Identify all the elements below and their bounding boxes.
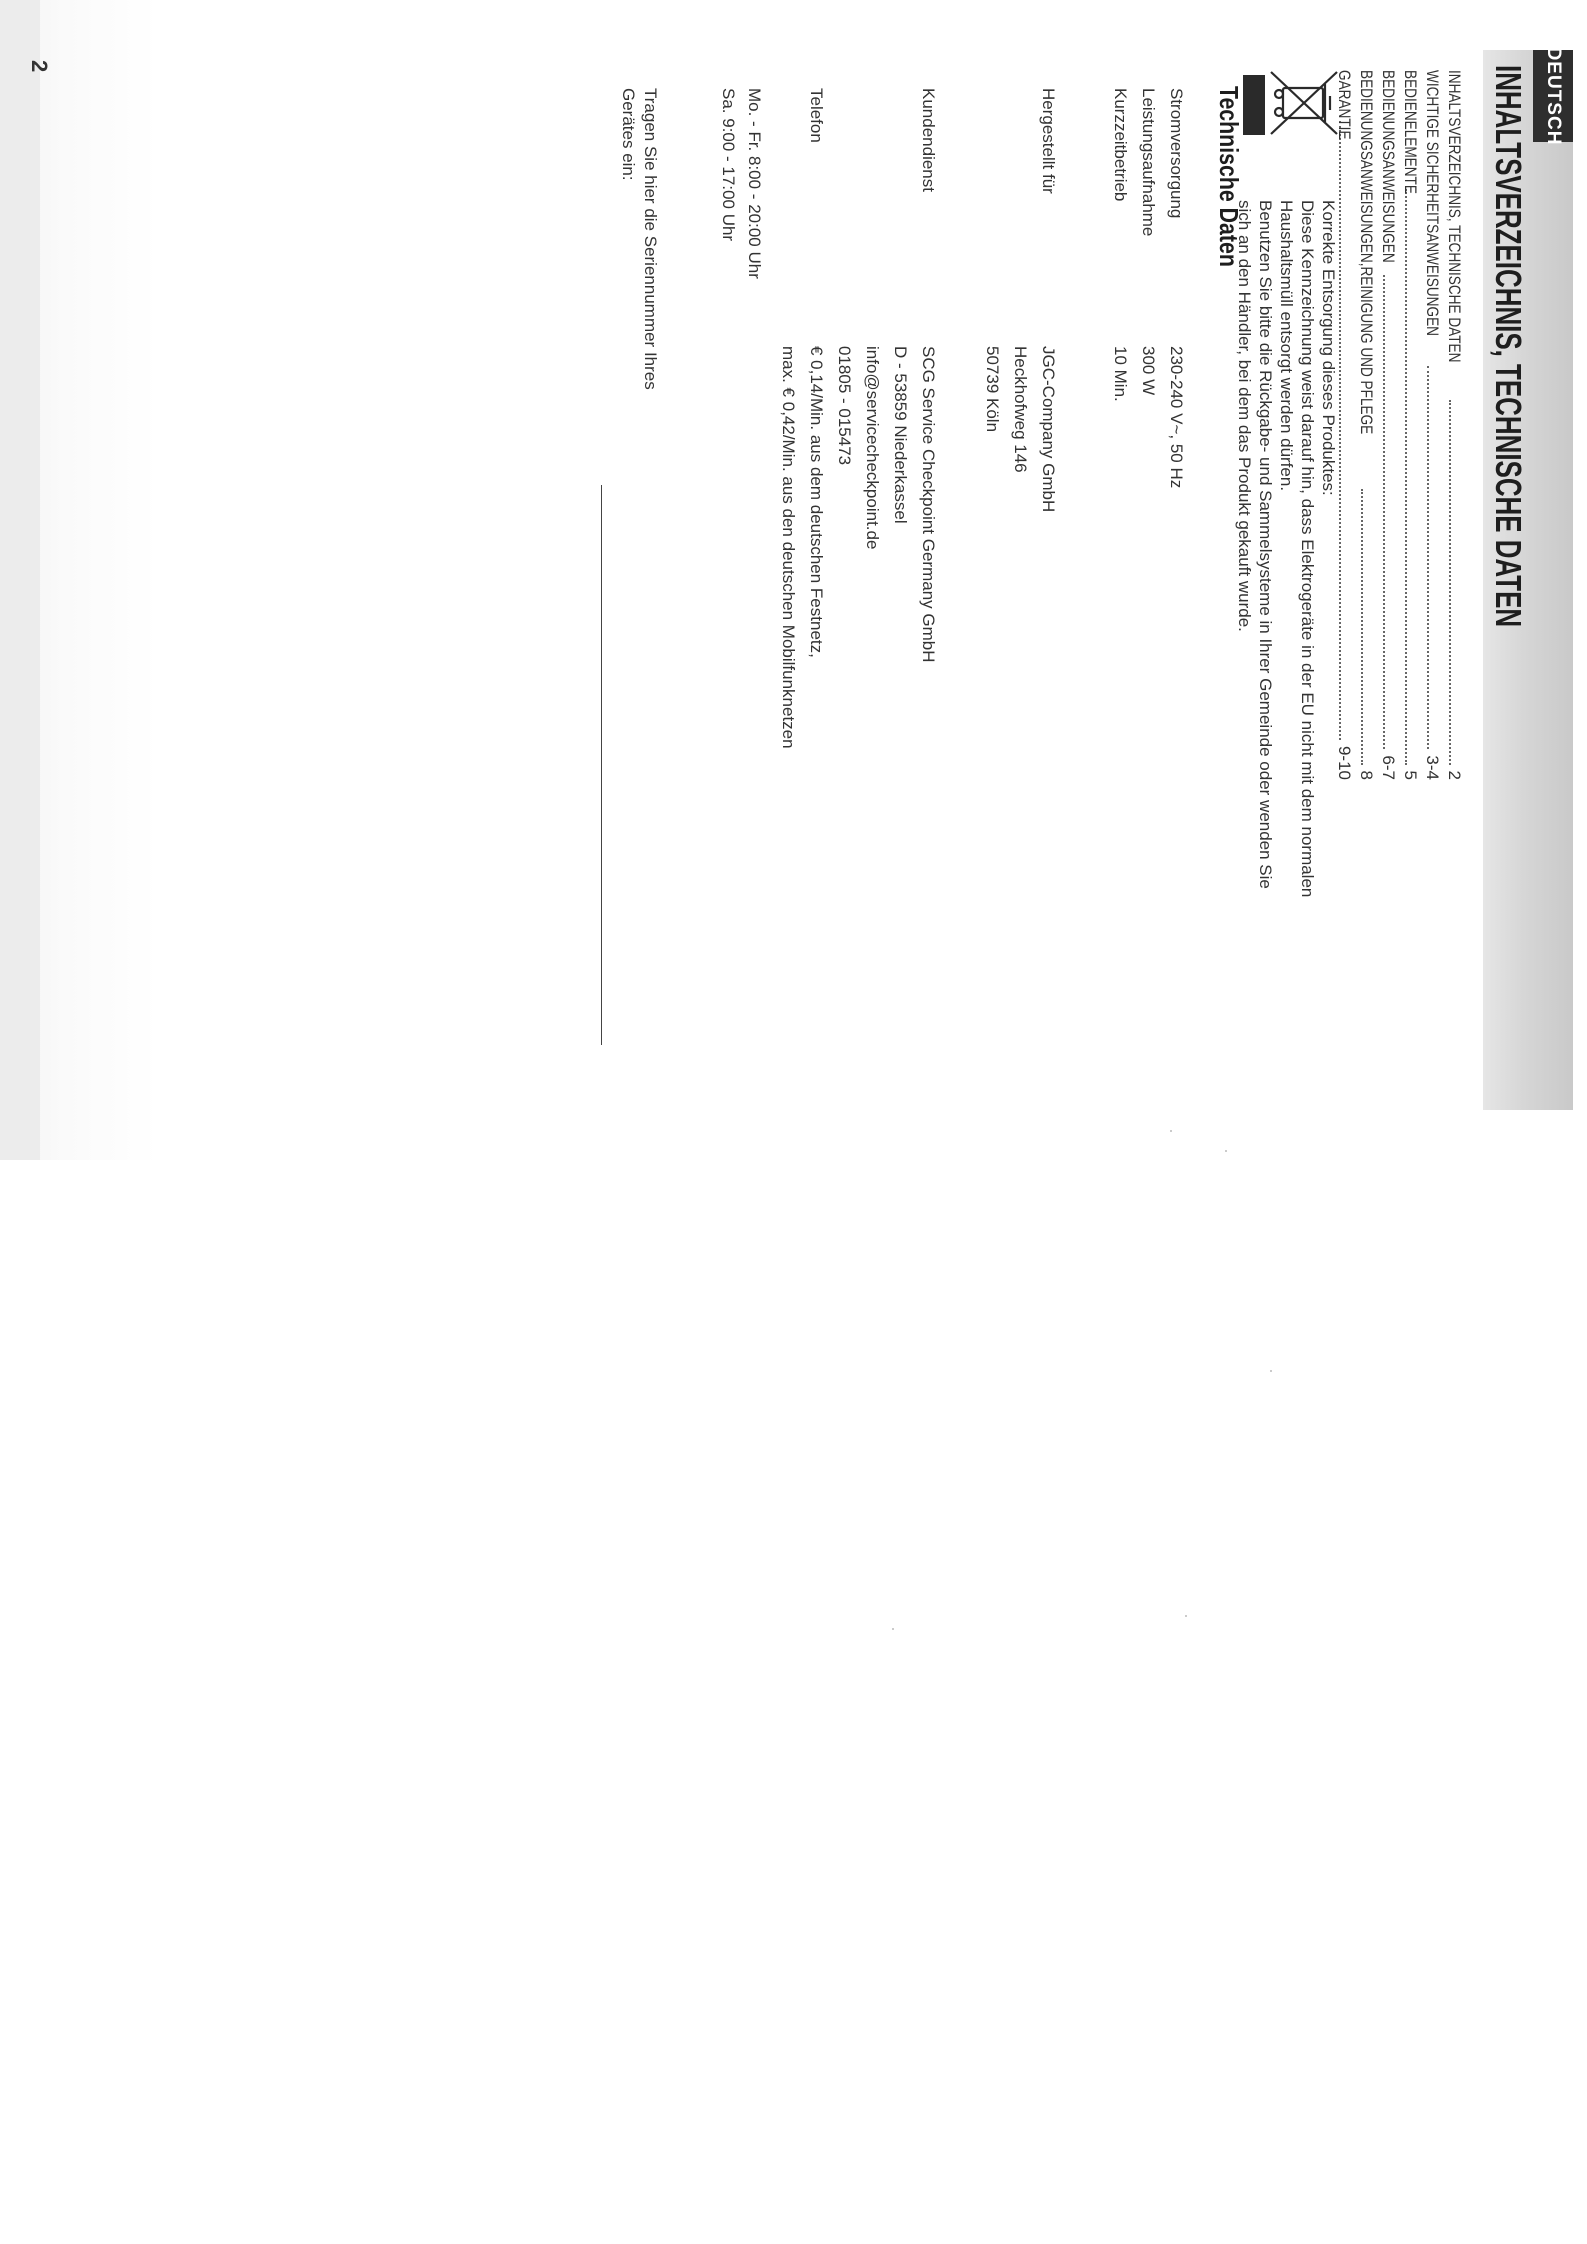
disposal-line: Haushaltsmüll entsorgt werden dürfen. [1277, 200, 1296, 492]
spec-value [975, 346, 1059, 512]
scan-speck [1185, 1615, 1187, 1617]
manufacturer-line: Heckhofweg 146 [1011, 346, 1030, 473]
service-line: info@servicecheckpoint.de [863, 346, 882, 550]
spec-label: Leistungsaufnahme [1139, 88, 1158, 237]
manufacturer-line: JGC-Company GmbH [1039, 346, 1058, 513]
spec-value [855, 346, 939, 663]
serial-line: Gerätes ein: [619, 88, 638, 181]
hours-weekdays: Mo. - Fr. 8:00 - 20:00 Uhr [745, 88, 764, 279]
toc-page: 6-7 [1379, 755, 1398, 780]
spec-value-line: 10 Min. [1111, 346, 1130, 402]
toc-label: WICHTIGE SICHERHEITSANWEISUNGEN [1423, 70, 1442, 336]
scan-speck [1170, 1130, 1172, 1132]
disposal-line: Benutzen Sie bitte die Rückgabe- und Sammelsysteme in Ihrer Gemeinde oder wenden Sie [1256, 200, 1275, 889]
spec-value [771, 346, 855, 749]
disposal-line: sich an den Händler, bei dem das Produkt gekauft wurde. [1235, 200, 1254, 632]
technical-data-heading: Technische Daten [1214, 86, 1244, 267]
toc-page: 5 [1401, 770, 1420, 780]
phone-line: € 0,14/Min. aus dem deutschen Festnetz, [807, 346, 826, 658]
toc-label: INHALTSVERZEICHNIS, TECHNISCHE DATEN [1445, 70, 1464, 363]
phone-line: 01805 - 015473 [835, 346, 854, 466]
rotated-document-page [0, 0, 1587, 1110]
serial-number-line [601, 485, 602, 1045]
toc-leader-dots [1339, 121, 1341, 740]
serial-line: Tragen Sie hier die Seriennummer Ihres [641, 88, 660, 390]
spec-value [1159, 346, 1187, 488]
toc-leader-dots [1383, 275, 1385, 750]
crossed-out-wheelie-bin-icon [1266, 68, 1341, 138]
toc-label: GARANTIE [1335, 70, 1354, 140]
toc-page: 2 [1445, 770, 1464, 780]
manufacturer-line: 50739 Köln [983, 346, 1002, 433]
phone-line: max. € 0,42/Min. aus den deutschen Mobilfunknetzen [779, 346, 798, 749]
toc-page: 8 [1357, 770, 1376, 780]
service-line: D - 53859 Niederkassel [891, 346, 910, 524]
service-line: SCG Service Checkpoint Germany GmbH [919, 346, 938, 663]
toc-leader-dots [1427, 366, 1429, 749]
page-number: 2 [27, 60, 52, 73]
toc-label: BEDIENUNGSANWEISUNGEN [1379, 70, 1398, 263]
spec-label: Kundendienst [919, 88, 938, 192]
toc-row [1443, 70, 1465, 780]
page-title: INHALTSVERZEICHNIS, TECHNISCHE DATEN [1488, 65, 1529, 628]
toc-row [1421, 70, 1443, 780]
spec-value [1103, 346, 1131, 402]
toc-page: 3-4 [1423, 755, 1442, 780]
table-of-contents [1333, 70, 1465, 780]
toc-page: 9-10 [1335, 745, 1354, 780]
scan-speck [1270, 1370, 1272, 1372]
toc-row [1355, 70, 1377, 780]
language-tab: DEUTSCH [1533, 50, 1573, 142]
toc-leader-dots [1405, 189, 1407, 765]
disposal-heading: Korrekte Entsorgung dieses Produktes: [1319, 200, 1338, 496]
spec-label: Hergestellt für [1039, 88, 1058, 194]
disposal-line: Diese Kennzeichnung weist darauf hin, dass Elektrogeräte in der EU nicht mit dem normalen [1298, 200, 1317, 898]
disposal-notice [1234, 200, 1339, 960]
toc-leader-dots [1449, 400, 1451, 765]
hours-saturday: Sa. 9:00 - 17:00 Uhr [719, 88, 738, 242]
toc-label: BEDIENELEMENTE [1401, 70, 1420, 194]
spec-label: Stromversorgung [1167, 88, 1186, 219]
toc-leader-dots [1361, 489, 1363, 764]
scan-speck [1225, 1150, 1227, 1152]
toc-label: BEDIENUNGSANWEISUNGEN,REINIGUNG UND PFLEGE [1357, 70, 1376, 435]
disposal-marking-bar [1243, 75, 1265, 135]
toc-row [1377, 70, 1399, 780]
spec-label: Kurzzeitbetrieb [1111, 88, 1130, 202]
scan-speck [892, 1628, 894, 1630]
toc-row [1399, 70, 1421, 780]
spec-value [1131, 346, 1159, 395]
spec-label: Telefon [807, 88, 826, 143]
spec-value-line: 300 W [1139, 346, 1158, 396]
spec-value-line: 230-240 V~, 50 Hz [1167, 346, 1186, 489]
